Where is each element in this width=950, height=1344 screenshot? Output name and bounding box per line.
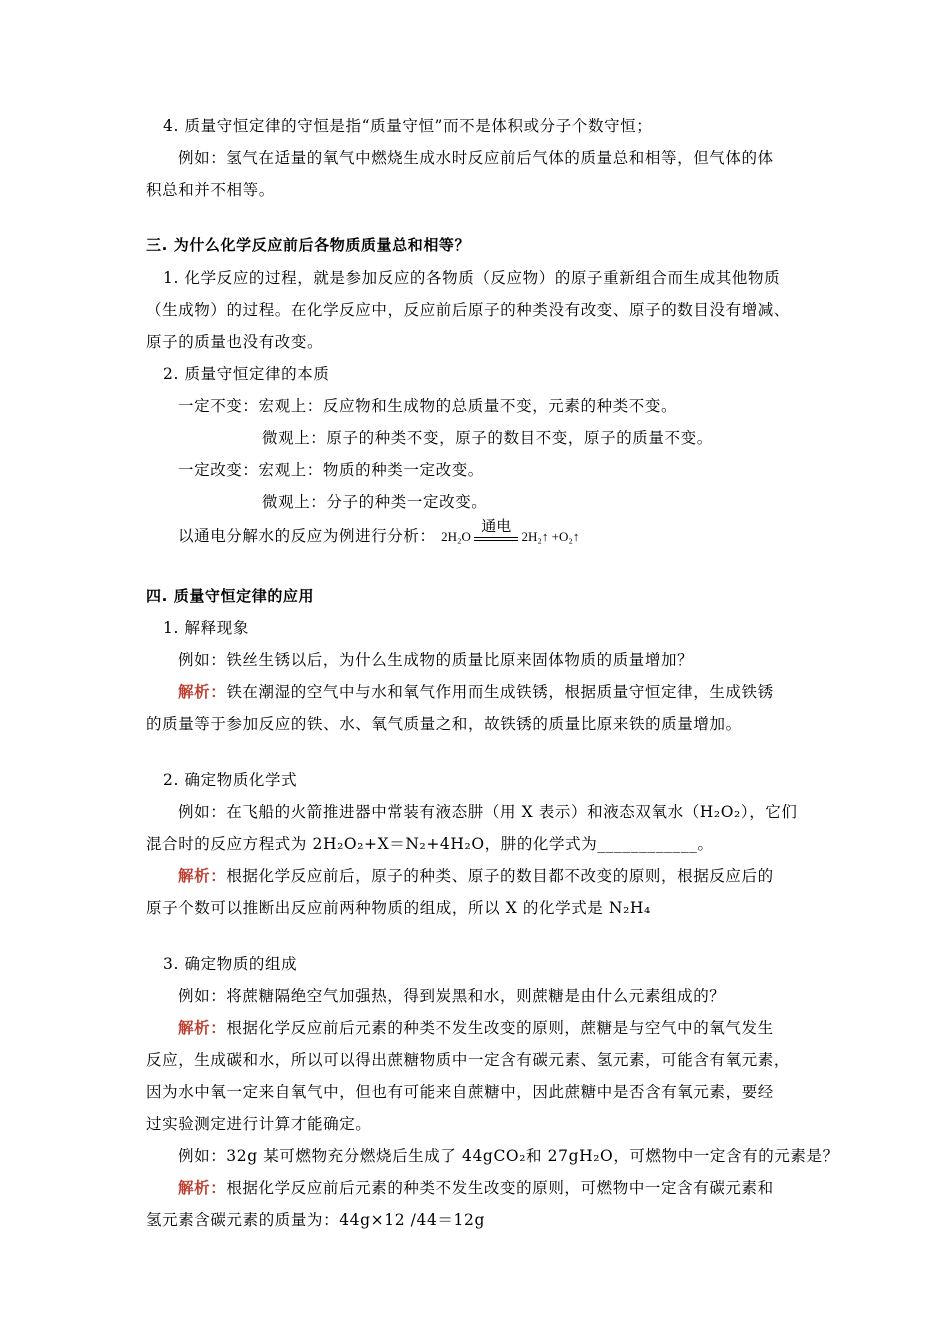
unchanged-macro-line: 一定不变：宏观上：反应物和生成物的总质量不变，元素的种类不变。	[178, 397, 678, 415]
analysis-label: 解析：	[178, 1179, 227, 1197]
application-3-answer-2: 解析：根据化学反应前后元素的种类不发生改变的原则，可燃物中一定含有碳元素和	[178, 1179, 774, 1197]
application-3-example: 例如：将蔗糖隔绝空气加强热，得到炭黑和水，则蔗糖是由什么元素组成的？	[178, 987, 726, 1005]
application-1-example: 例如：铁丝生锈以后，为什么生成物的质量比原来固体物质的质量增加？	[178, 651, 694, 669]
analysis-label: 解析：	[178, 1019, 227, 1037]
section-3-heading: 三. 为什么化学反应前后各物质质量总和相等？	[146, 236, 471, 254]
application-3-example-2: 例如：32g 某可燃物充分燃烧后生成了 44gCO₂和 27gH₂O，可燃物中一定含有的元素是？	[178, 1147, 839, 1165]
paragraph-line: 过实验测定进行计算才能确定。	[146, 1115, 372, 1133]
equation-right: 2H₂↑ +O₂↑	[521, 529, 580, 544]
analysis-label: 解析：	[178, 683, 227, 701]
application-3-answer: 解析：根据化学反应前后元素的种类不发生改变的原则，蔗糖是与空气中的氧气发生	[178, 1019, 774, 1037]
paragraph-line: 氢元素含碳元素的质量为：44g×12 /44＝12g	[146, 1211, 485, 1229]
application-2-example: 例如：在飞船的火箭推进器中常装有液态肼（用 X 表示）和液态双氧水（H₂O₂），它们	[178, 803, 798, 821]
paragraph-line: 原子个数可以推断出反应前两种物质的组成，所以 X 的化学式是 N₂H₄	[146, 899, 651, 917]
application-2-answer: 解析：根据化学反应前后，原子的种类、原子的数目都不改变的原则，根据反应后的	[178, 867, 774, 885]
application-1-title: 1. 解释现象	[163, 619, 249, 637]
paragraph-line: 的质量等于参加反应的铁、水、氧气质量之和，故铁锈的质量比原来铁的质量增加。	[146, 715, 742, 733]
condition-label: 通电	[481, 517, 512, 535]
example-line: 积总和并不相等。	[146, 181, 275, 199]
equation-condition	[474, 517, 518, 541]
electrolysis-equation	[441, 517, 580, 547]
paragraph-line: 因为水中氧一定来自氧气中，但也有可能来自蔗糖中，因此蔗糖中是否含有氧元素，要经	[146, 1083, 774, 1101]
application-3-title: 3. 确定物质的组成	[163, 955, 298, 973]
application-1-answer: 解析：铁在潮湿的空气中与水和氧气作用而生成铁锈，根据质量守恒定律，生成铁锈	[178, 683, 774, 701]
unchanged-micro-line: 微观上：原子的种类不变，原子的数目不变，原子的质量不变。	[262, 429, 713, 447]
changed-macro-line: 一定改变：宏观上：物质的种类一定改变。	[178, 461, 484, 479]
item-2-title: 2. 质量守恒定律的本质	[163, 365, 330, 383]
paragraph-line: 1. 化学反应的过程，就是参加反应的各物质（反应物）的原子重新组合而生成其他物质	[163, 269, 781, 287]
application-2-example: 混合时的反应方程式为 2H₂O₂+X＝N₂+4H₂O，肼的化学式为____________。	[146, 835, 714, 853]
example-line: 例如：氢气在适量的氧气中燃烧生成水时反应前后气体的质量总和相等，但气体的体	[178, 149, 774, 167]
equation-left: 2H₂O	[441, 529, 471, 544]
paragraph-line: 原子的质量也没有改变。	[146, 333, 324, 351]
changed-micro-line: 微观上：分子的种类一定改变。	[262, 493, 488, 511]
analysis-line	[178, 517, 580, 547]
analysis-label: 解析：	[178, 867, 227, 885]
item-4-text: 4. 质量守恒定律的守恒是指“质量守恒”而不是体积或分子个数守恒；	[163, 117, 653, 135]
analysis-intro: 以通电分解水的反应为例进行分析：	[178, 527, 436, 545]
paragraph-line: （生成物）的过程。在化学反应中，反应前后原子的种类没有改变、原子的数目没有增减、	[146, 301, 791, 319]
application-2-title: 2. 确定物质化学式	[163, 771, 298, 789]
equation-equals-sign	[474, 537, 518, 541]
paragraph-line: 反应，生成碳和水，所以可以得出蔗糖物质中一定含有碳元素、氢元素，可能含有氧元素，	[146, 1051, 791, 1069]
section-4-heading: 四. 质量守恒定律的应用	[146, 587, 315, 605]
